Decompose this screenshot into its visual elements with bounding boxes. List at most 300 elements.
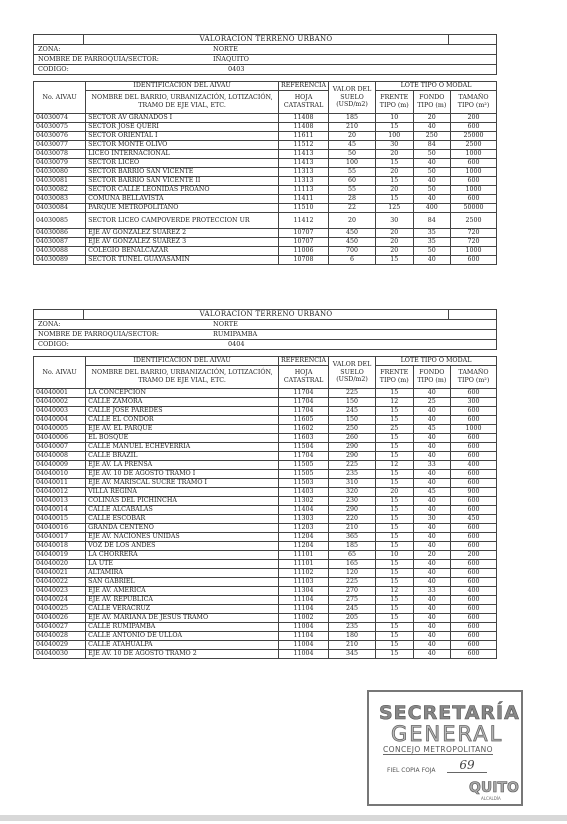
tamano-tipo: 600	[451, 176, 497, 185]
valor-suelo: 230	[329, 496, 376, 505]
fondo-tipo: 30	[413, 514, 451, 523]
aivau-number: 04030080	[34, 167, 86, 176]
fondo-tipo: 40	[413, 496, 451, 505]
tamano-tipo: 600	[451, 622, 497, 631]
fondo-tipo: 25	[413, 397, 451, 406]
table-row	[34, 550, 497, 559]
frente-tipo: 15	[376, 604, 414, 613]
hoja-catastral: 10708	[279, 255, 329, 264]
valor-suelo: 275	[329, 595, 376, 604]
frente-tipo: 20	[376, 246, 414, 255]
row-name: CALLE ATAHUALPA	[86, 640, 279, 649]
hoja-catastral: 11004	[279, 622, 329, 631]
row-name: COLEGIO BENALCAZAR	[86, 246, 279, 255]
hoja-catastral: 11313	[279, 176, 329, 185]
table-row	[34, 640, 497, 649]
aivau-number: 04030088	[34, 246, 86, 255]
aivau-number: 04040009	[34, 460, 86, 469]
fondo-tipo: 40	[413, 505, 451, 514]
hoja-catastral: 11403	[279, 487, 329, 496]
aivau-number: 04040026	[34, 613, 86, 622]
valor-suelo: 225	[329, 460, 376, 469]
frente-tipo: 20	[376, 185, 414, 194]
frente-tipo: 15	[376, 451, 414, 460]
aivau-number: 04040020	[34, 559, 86, 568]
frente-tipo: 100	[376, 131, 414, 140]
valor-suelo: 225	[329, 577, 376, 586]
table-row	[34, 568, 497, 577]
valor-suelo: 345	[329, 649, 376, 658]
col-nombre: NOMBRE DEL BARRIO, URBANIZACIÓN, LOTIZACIÓN, TRAMO DE EJE VIAL, ETC.	[86, 90, 279, 113]
valor-suelo: 245	[329, 604, 376, 613]
aivau-number: 04040003	[34, 406, 86, 415]
valor-suelo: 310	[329, 478, 376, 487]
aivau-number: 04040013	[34, 496, 86, 505]
aivau-number: 04030083	[34, 194, 86, 203]
table-row	[34, 478, 497, 487]
codigo-value: 0403	[228, 65, 245, 73]
hoja-catastral: 11303	[279, 514, 329, 523]
row-name: LICEO INTERNACIONAL	[86, 149, 279, 158]
table-row	[34, 237, 497, 246]
hoja-catastral: 11302	[279, 496, 329, 505]
aivau-number: 04040028	[34, 631, 86, 640]
aivau-number: 04040006	[34, 433, 86, 442]
tamano-tipo: 600	[451, 388, 497, 397]
aivau-number: 04040001	[34, 388, 86, 397]
tamano-tipo: 600	[451, 631, 497, 640]
row-name: EJE AV. NACIONES UNIDAS	[86, 532, 279, 541]
table-row	[34, 140, 497, 149]
row-name: SECTOR CALLE LEONIDAS PROAÑO	[86, 185, 279, 194]
frente-tipo: 15	[376, 176, 414, 185]
row-name: SECTOR TUNEL GUAYASAMIN	[86, 255, 279, 264]
frente-tipo: 15	[376, 568, 414, 577]
tamano-tipo: 450	[451, 514, 497, 523]
section-header	[33, 34, 497, 75]
valuation-section-1	[33, 309, 497, 659]
row-name: EJE AV GONZALEZ SUAREZ 3	[86, 237, 279, 246]
row-name: VILLA REGINA	[86, 487, 279, 496]
tamano-tipo: 1000	[451, 185, 497, 194]
valor-suelo: 320	[329, 487, 376, 496]
col-identificacion: IDENTIFICACIÓN DEL AIVAU	[86, 357, 279, 366]
parroquia-label: NOMBRE DE PARROQUIA/SECTOR:	[38, 55, 159, 63]
aivau-number: 04030087	[34, 237, 86, 246]
tamano-tipo: 600	[451, 442, 497, 451]
hoja-catastral: 11411	[279, 194, 329, 203]
stamp-line-1: SECRETARÍA	[379, 702, 520, 724]
frente-tipo: 15	[376, 505, 414, 514]
valor-suelo: 6	[329, 255, 376, 264]
valor-suelo: 290	[329, 505, 376, 514]
valuation-table	[33, 81, 497, 265]
valor-suelo: 65	[329, 550, 376, 559]
col-frente: FRENTE TIPO (m)	[376, 90, 414, 113]
row-name: SECTOR LICEO CAMPOVERDE PROTECCION UR	[86, 212, 279, 228]
frente-tipo: 15	[376, 469, 414, 478]
tamano-tipo: 300	[451, 397, 497, 406]
tamano-tipo: 2500	[451, 212, 497, 228]
aivau-number: 04030074	[34, 113, 86, 122]
row-name: LA CHORRERA	[86, 550, 279, 559]
fondo-tipo: 40	[413, 604, 451, 613]
table-row	[34, 194, 497, 203]
valor-suelo: 260	[329, 433, 376, 442]
aivau-number: 04030077	[34, 140, 86, 149]
valor-suelo: 210	[329, 523, 376, 532]
frente-tipo: 15	[376, 255, 414, 264]
parroquia-value: RUMIPAMBA	[213, 330, 258, 338]
tamano-tipo: 600	[451, 541, 497, 550]
fondo-tipo: 40	[413, 559, 451, 568]
aivau-number: 04040018	[34, 541, 86, 550]
valor-suelo: 185	[329, 541, 376, 550]
valor-suelo: 185	[329, 113, 376, 122]
aivau-number: 04030081	[34, 176, 86, 185]
valor-suelo: 365	[329, 532, 376, 541]
table-row	[34, 469, 497, 478]
aivau-number: 04040024	[34, 595, 86, 604]
row-name: CALLE EL CONDOR	[86, 415, 279, 424]
frente-tipo: 15	[376, 158, 414, 167]
valor-suelo: 28	[329, 194, 376, 203]
aivau-number: 04030084	[34, 203, 86, 212]
frente-tipo: 15	[376, 388, 414, 397]
row-name: SECTOR MONTE OLIVO	[86, 140, 279, 149]
tamano-tipo: 2500	[451, 140, 497, 149]
hoja-catastral: 11104	[279, 595, 329, 604]
aivau-number: 04040016	[34, 523, 86, 532]
hoja-catastral: 11704	[279, 451, 329, 460]
frente-tipo: 15	[376, 514, 414, 523]
row-name: COLINAS DEL PICHINCHA	[86, 496, 279, 505]
frente-tipo: 20	[376, 228, 414, 237]
aivau-number: 04030089	[34, 255, 86, 264]
valor-suelo: 165	[329, 559, 376, 568]
aivau-number: 04040023	[34, 586, 86, 595]
table-row	[34, 487, 497, 496]
tamano-tipo: 1000	[451, 246, 497, 255]
frente-tipo: 15	[376, 532, 414, 541]
valor-suelo: 225	[329, 388, 376, 397]
frente-tipo: 15	[376, 442, 414, 451]
col-valor: VALOR DEL SUELO (USD/m2)	[329, 357, 376, 389]
col-no-aivau: No. AIVAU	[34, 82, 86, 114]
col-referencia: REFERENCIA	[279, 82, 329, 91]
frente-tipo: 15	[376, 415, 414, 424]
hoja-catastral: 11512	[279, 140, 329, 149]
aivau-number: 04040011	[34, 478, 86, 487]
table-row	[34, 514, 497, 523]
row-name: COMUNA BELLAVISTA	[86, 194, 279, 203]
hoja-catastral: 11104	[279, 631, 329, 640]
valor-suelo: 100	[329, 158, 376, 167]
row-name: CALLE ZAMORA	[86, 397, 279, 406]
fondo-tipo: 84	[413, 212, 451, 228]
tamano-tipo: 600	[451, 577, 497, 586]
frente-tipo: 15	[376, 613, 414, 622]
table-row	[34, 622, 497, 631]
table-row	[34, 185, 497, 194]
fondo-tipo: 40	[413, 577, 451, 586]
table-row	[34, 415, 497, 424]
fondo-tipo: 40	[413, 649, 451, 658]
fondo-tipo: 40	[413, 640, 451, 649]
row-name: CALLE RUMIPAMBA	[86, 622, 279, 631]
fondo-tipo: 40	[413, 631, 451, 640]
tamano-tipo: 600	[451, 649, 497, 658]
fondo-tipo: 40	[413, 613, 451, 622]
hoja-catastral: 11510	[279, 203, 329, 212]
frente-tipo: 15	[376, 649, 414, 658]
fondo-tipo: 40	[413, 532, 451, 541]
hoja-catastral: 11704	[279, 388, 329, 397]
aivau-number: 04040017	[34, 532, 86, 541]
table-row	[34, 113, 497, 122]
tamano-tipo: 25000	[451, 131, 497, 140]
row-name: EJE AV GONZALEZ SUAREZ 2	[86, 228, 279, 237]
row-name: EJE AV. EL PARQUE	[86, 424, 279, 433]
tamano-tipo: 600	[451, 532, 497, 541]
col-nombre: NOMBRE DEL BARRIO, URBANIZACIÓN, LOTIZACIÓN, TRAMO DE EJE VIAL, ETC.	[86, 365, 279, 388]
row-name: EJE AV. MARISCAL SUCRE TRAMO I	[86, 478, 279, 487]
frente-tipo: 15	[376, 631, 414, 640]
hoja-catastral: 11101	[279, 550, 329, 559]
row-name: LA UTE	[86, 559, 279, 568]
codigo-value: 0404	[228, 340, 245, 348]
aivau-number: 04030082	[34, 185, 86, 194]
aivau-number: 04030086	[34, 228, 86, 237]
tamano-tipo: 600	[451, 158, 497, 167]
tamano-tipo: 600	[451, 122, 497, 131]
row-name: CALLE VERACRUZ	[86, 604, 279, 613]
valor-suelo: 180	[329, 631, 376, 640]
col-referencia: REFERENCIA	[279, 357, 329, 366]
valor-suelo: 120	[329, 568, 376, 577]
stamp-line-3: CONCEJO METROPOLITANO	[383, 745, 493, 754]
col-no-aivau: No. AIVAU	[34, 357, 86, 389]
table-row	[34, 523, 497, 532]
hoja-catastral: 11204	[279, 532, 329, 541]
row-name: CALLE ALCABALAS	[86, 505, 279, 514]
frente-tipo: 20	[376, 487, 414, 496]
tamano-tipo: 600	[451, 433, 497, 442]
fondo-tipo: 40	[413, 122, 451, 131]
table-row	[34, 424, 497, 433]
table-row	[34, 167, 497, 176]
fondo-tipo: 20	[413, 113, 451, 122]
hoja-catastral: 11704	[279, 397, 329, 406]
valor-suelo: 250	[329, 424, 376, 433]
codigo-label: CODIGO:	[38, 340, 69, 348]
row-name: SAN GABRIEL	[86, 577, 279, 586]
valor-suelo: 235	[329, 622, 376, 631]
hoja-catastral: 11103	[279, 577, 329, 586]
tamano-tipo: 200	[451, 550, 497, 559]
hoja-catastral: 11505	[279, 469, 329, 478]
table-row	[34, 613, 497, 622]
row-name: GRANDA CENTENO	[86, 523, 279, 532]
table-row	[34, 442, 497, 451]
col-tamano: TAMAÑO TIPO (m²)	[451, 365, 497, 388]
frente-tipo: 125	[376, 203, 414, 212]
table-row	[34, 246, 497, 255]
table-row	[34, 122, 497, 131]
zona-value: NORTE	[213, 45, 238, 53]
table-row	[34, 595, 497, 604]
row-name: SECTOR BARRIO SAN VICENTE	[86, 167, 279, 176]
fondo-tipo: 33	[413, 586, 451, 595]
valor-suelo: 205	[329, 613, 376, 622]
frente-tipo: 20	[376, 237, 414, 246]
aivau-number: 04040010	[34, 469, 86, 478]
table-row	[34, 505, 497, 514]
tamano-tipo: 900	[451, 487, 497, 496]
hoja-catastral: 10707	[279, 228, 329, 237]
aivau-number: 04040029	[34, 640, 86, 649]
fondo-tipo: 40	[413, 255, 451, 264]
fondo-tipo: 84	[413, 140, 451, 149]
quito-logo-sub: ALCALDÍA	[481, 796, 501, 801]
fondo-tipo: 40	[413, 433, 451, 442]
hoja-catastral: 11006	[279, 246, 329, 255]
table-row	[34, 460, 497, 469]
table-row	[34, 631, 497, 640]
frente-tipo: 15	[376, 496, 414, 505]
aivau-number: 04040022	[34, 577, 86, 586]
valor-suelo: 210	[329, 640, 376, 649]
quito-logo: QUITO	[469, 780, 519, 796]
table-row	[34, 255, 497, 264]
table-row	[34, 212, 497, 228]
fondo-tipo: 40	[413, 469, 451, 478]
tamano-tipo: 1000	[451, 149, 497, 158]
col-hoja: HOJA CATASTRAL	[279, 365, 329, 388]
row-name: PARQUE METROPOLITANO	[86, 203, 279, 212]
aivau-number: 04030079	[34, 158, 86, 167]
row-name: CALLE BRAZIL	[86, 451, 279, 460]
tamano-tipo: 600	[451, 568, 497, 577]
table-row	[34, 433, 497, 442]
frente-tipo: 15	[376, 640, 414, 649]
valor-suelo: 150	[329, 397, 376, 406]
row-name: CALLE ESCOBAR	[86, 514, 279, 523]
row-name: SECTOR BARRIO SAN VICENTE II	[86, 176, 279, 185]
fondo-tipo: 33	[413, 460, 451, 469]
frente-tipo: 15	[376, 478, 414, 487]
hoja-catastral: 11412	[279, 212, 329, 228]
aivau-number: 04040030	[34, 649, 86, 658]
secretaria-general-stamp	[367, 690, 523, 806]
tamano-tipo: 600	[451, 613, 497, 622]
stamp-folio-number: 69	[447, 758, 487, 773]
frente-tipo: 15	[376, 122, 414, 131]
valor-suelo: 290	[329, 451, 376, 460]
table-row	[34, 397, 497, 406]
row-name: EJE AV. MARIANA DE JESUS TRAMO	[86, 613, 279, 622]
valor-suelo: 245	[329, 406, 376, 415]
frente-tipo: 15	[376, 622, 414, 631]
tamano-tipo: 200	[451, 113, 497, 122]
col-identificacion: IDENTIFICACIÓN DEL AIVAU	[86, 82, 279, 91]
aivau-number: 04030085	[34, 212, 86, 228]
frente-tipo: 15	[376, 595, 414, 604]
col-hoja: HOJA CATASTRAL	[279, 90, 329, 113]
valor-suelo: 22	[329, 203, 376, 212]
zona-label: ZONA:	[38, 45, 61, 53]
frente-tipo: 15	[376, 194, 414, 203]
section-header	[33, 309, 497, 350]
hoja-catastral: 11002	[279, 613, 329, 622]
fondo-tipo: 40	[413, 523, 451, 532]
hoja-catastral: 11704	[279, 406, 329, 415]
valor-suelo: 20	[329, 212, 376, 228]
table-row	[34, 451, 497, 460]
hoja-catastral: 11101	[279, 559, 329, 568]
fondo-tipo: 50	[413, 167, 451, 176]
valor-suelo: 220	[329, 514, 376, 523]
hoja-catastral: 10707	[279, 237, 329, 246]
row-name: EJE AV. LA PRENSA	[86, 460, 279, 469]
table-row	[34, 577, 497, 586]
frente-tipo: 10	[376, 550, 414, 559]
hoja-catastral: 11602	[279, 424, 329, 433]
tamano-tipo: 1000	[451, 167, 497, 176]
aivau-number: 04030076	[34, 131, 86, 140]
row-name: EJE AV. REPUBLICA	[86, 595, 279, 604]
valor-suelo: 45	[329, 140, 376, 149]
fondo-tipo: 50	[413, 185, 451, 194]
hoja-catastral: 11004	[279, 649, 329, 658]
hoja-catastral: 11113	[279, 185, 329, 194]
frente-tipo: 12	[376, 460, 414, 469]
col-valor: VALOR DEL SUELO (USD/m2)	[329, 82, 376, 114]
fondo-tipo: 40	[413, 158, 451, 167]
tamano-tipo: 600	[451, 194, 497, 203]
valor-suelo: 55	[329, 185, 376, 194]
aivau-number: 04040025	[34, 604, 86, 613]
row-name: VOZ DE LOS ANDES	[86, 541, 279, 550]
row-name: EJE AV. 10 DE AGOSTO TRAMO 2	[86, 649, 279, 658]
fondo-tipo: 45	[413, 424, 451, 433]
parroquia-label: NOMBRE DE PARROQUIA/SECTOR:	[38, 330, 159, 338]
fondo-tipo: 40	[413, 568, 451, 577]
hoja-catastral: 11104	[279, 604, 329, 613]
table-row	[34, 649, 497, 658]
tamano-tipo: 400	[451, 586, 497, 595]
zona-label: ZONA:	[38, 320, 61, 328]
valor-suelo: 150	[329, 415, 376, 424]
tamano-tipo: 600	[451, 640, 497, 649]
valor-suelo: 235	[329, 469, 376, 478]
table-row	[34, 541, 497, 550]
table-row	[34, 158, 497, 167]
fondo-tipo: 50	[413, 246, 451, 255]
frente-tipo: 15	[376, 406, 414, 415]
aivau-number: 04040027	[34, 622, 86, 631]
valor-suelo: 60	[329, 176, 376, 185]
table-row	[34, 586, 497, 595]
frente-tipo: 20	[376, 167, 414, 176]
tamano-tipo: 600	[451, 604, 497, 613]
row-name: CALLE JOSE PAREDES	[86, 406, 279, 415]
row-name: SECTOR ORIENTAL I	[86, 131, 279, 140]
table-row	[34, 604, 497, 613]
col-fondo: FONDO TIPO (m)	[413, 365, 451, 388]
tamano-tipo: 600	[451, 255, 497, 264]
tamano-tipo: 600	[451, 595, 497, 604]
